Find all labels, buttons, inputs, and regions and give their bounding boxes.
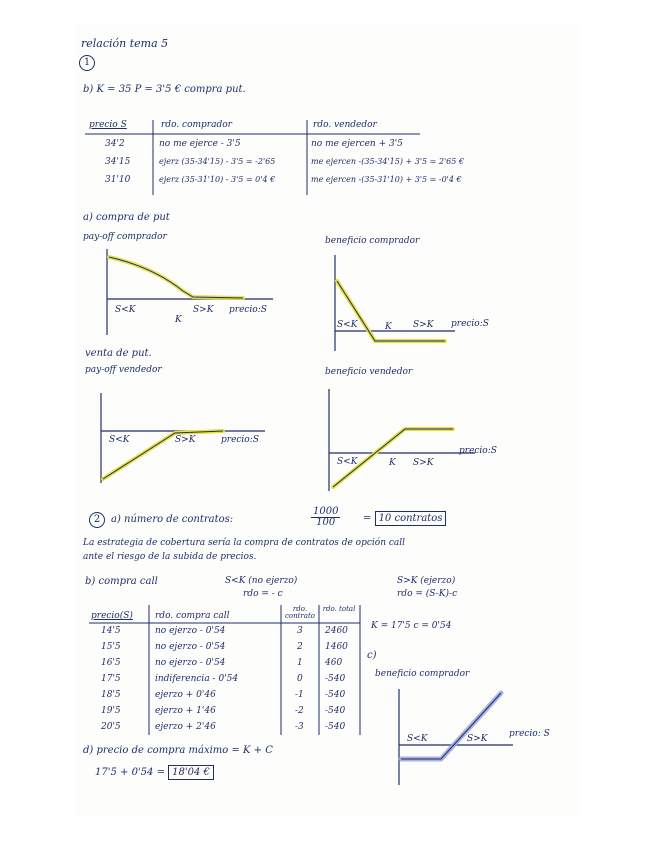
part-c-label: c) xyxy=(367,650,377,661)
profit-seller-lt: S<K xyxy=(337,457,358,467)
payoff-buyer-xlabel: precio:S xyxy=(229,305,267,315)
ex2-r7-call: ejerzo + 2'46 xyxy=(155,722,216,732)
ex2-r1-total: 2460 xyxy=(325,626,348,636)
case-no-exercise-rdo: rdo = - c xyxy=(243,589,283,599)
ex1-r3-price: 31'10 xyxy=(105,175,131,185)
ex2-r3-total: 460 xyxy=(325,658,343,668)
ex1-r2-buyer: ejerz (35-34'15) - 3'5 = -2'65 xyxy=(159,157,276,166)
ex2-b-title: b) compra call xyxy=(85,576,158,587)
sale-put-title: venta de put. xyxy=(85,348,152,359)
ex2-d-statement: d) precio de compra máximo = K + C xyxy=(83,745,273,756)
ex2-r5-contract: -1 xyxy=(295,690,304,700)
profit-seller-gt: S>K xyxy=(413,458,434,468)
ex2-r5-price: 18'5 xyxy=(101,690,121,700)
ex2-r4-total: -540 xyxy=(325,674,346,684)
ex2-r4-price: 17'5 xyxy=(101,674,121,684)
payoff-buyer-k: K xyxy=(175,315,182,325)
payoff-seller-title: pay-off vendedor xyxy=(85,365,162,375)
profit-buyer-title: beneficio comprador xyxy=(325,236,420,246)
ex2-a-result: = 10 contratos xyxy=(363,514,446,524)
ex1-r2-price: 34'15 xyxy=(105,157,131,167)
ex2-col-price: precio(S) xyxy=(91,611,133,621)
ex2-r7-price: 20'5 xyxy=(101,722,121,732)
profit-buyer-xlabel: precio:S xyxy=(451,319,489,329)
ex2-r5-total: -540 xyxy=(325,690,346,700)
ex2-a-prefix: a) número de contratos: xyxy=(111,514,234,525)
payoff-buyer-title: pay-off comprador xyxy=(83,232,167,242)
payoff-seller-xlabel: precio:S xyxy=(221,435,259,445)
case-no-exercise: S<K (no ejerzo) xyxy=(225,576,298,586)
frac-den: 100 xyxy=(316,517,336,528)
ex2-d-calc: 17'5 + 0'54 = 18'04 € xyxy=(95,768,214,778)
ex1-r3-seller: me ejercen -(35-31'10) + 3'5 = -0'4 € xyxy=(311,175,462,184)
call-profit-highlight xyxy=(401,693,501,759)
call-profit-xlabel: precio: S xyxy=(509,729,550,739)
payoff-buyer-lt: S<K xyxy=(115,305,136,315)
ex1-col-seller: rdo. vendedor xyxy=(313,120,377,130)
exercise-2-number: 2 xyxy=(89,512,105,528)
ex2-r3-contract: 1 xyxy=(297,658,303,668)
ex2-r6-total: -540 xyxy=(325,706,346,716)
ex1-r3-buyer: ejerz (35-31'10) - 3'5 = 0'4 € xyxy=(159,175,276,184)
strategy-line-1: La estrategia de cobertura sería la compra de contratos de opción call xyxy=(83,538,406,548)
payoff-seller-gt: S>K xyxy=(175,435,196,445)
ex2-r2-total: 1460 xyxy=(325,642,348,652)
profit-seller-k: K xyxy=(389,458,396,468)
ex2-r6-price: 19'5 xyxy=(101,706,121,716)
case-exercise: S>K (ejerzo) xyxy=(397,576,456,586)
ex1-col-price: precio S xyxy=(89,120,127,130)
profit-buyer-lt: S<K xyxy=(337,320,358,330)
call-profit-title: beneficio comprador xyxy=(375,669,470,679)
payoff-seller-lt: S<K xyxy=(109,435,130,445)
ex1-a-title: a) compra de put xyxy=(83,212,170,223)
ex2-col-contract: rdo. contrato xyxy=(284,605,315,620)
ex1-r1-seller: no me ejercen + 3'5 xyxy=(311,139,403,149)
ex1-b-statement: b) K = 35 P = 3'5 € compra put. xyxy=(83,84,246,95)
ex1-r1-buyer: no me ejerce - 3'5 xyxy=(159,139,241,149)
ex1-col-buyer: rdo. comprador xyxy=(161,120,232,130)
ex2-r5-call: ejerzo + 0'46 xyxy=(155,690,216,700)
ex2-r4-contract: 0 xyxy=(297,674,303,684)
ex2-col-call: rdo. compra call xyxy=(155,611,230,621)
ex2-r7-total: -540 xyxy=(325,722,346,732)
ex2-r3-call: no ejerzo - 0'54 xyxy=(155,658,226,668)
ex2-r2-call: no ejerzo - 0'54 xyxy=(155,642,226,652)
payoff-buyer-gt: S>K xyxy=(193,305,214,315)
call-profit-lt: S<K xyxy=(407,734,428,744)
profit-buyer-k: K xyxy=(385,322,392,332)
profit-buyer-gt: S>K xyxy=(413,320,434,330)
frac-num: 1000 xyxy=(313,506,339,517)
profit-seller-title: beneficio vendedor xyxy=(325,367,413,377)
ex2-r1-contract: 3 xyxy=(297,626,303,636)
ex2-r2-price: 15'5 xyxy=(101,642,121,652)
ex1-r2-seller: me ejercen -(35-34'15) + 3'5 = 2'65 € xyxy=(311,157,464,166)
ex2-r4-call: indiferencia - 0'54 xyxy=(155,674,239,684)
ex2-d-result: 18'04 € xyxy=(168,765,214,780)
ex2-r6-contract: -2 xyxy=(295,706,304,716)
call-profit-gt: S>K xyxy=(467,734,488,744)
profit-seller-xlabel: precio:S xyxy=(459,446,497,456)
notebook-page xyxy=(75,23,580,815)
ex2-r2-contract: 2 xyxy=(297,642,303,652)
ex2-r3-price: 16'5 xyxy=(101,658,121,668)
ex2-r6-call: ejerzo + 1'46 xyxy=(155,706,216,716)
page-title: relación tema 5 xyxy=(81,37,169,50)
k-c-note: K = 17'5 c = 0'54 xyxy=(371,621,452,631)
ex1-r1-price: 34'2 xyxy=(105,139,125,149)
ex2-r7-contract: -3 xyxy=(295,722,304,732)
exercise-1-number: 1 xyxy=(79,55,95,71)
strategy-line-2: ante el riesgo de la subida de precios. xyxy=(83,552,257,562)
ex2-r1-call: no ejerzo - 0'54 xyxy=(155,626,226,636)
ex2-col-total: rdo. total xyxy=(322,605,356,613)
ex2-r1-price: 14'5 xyxy=(101,626,121,636)
case-exercise-rdo: rdo = (S-K)-c xyxy=(397,589,458,599)
